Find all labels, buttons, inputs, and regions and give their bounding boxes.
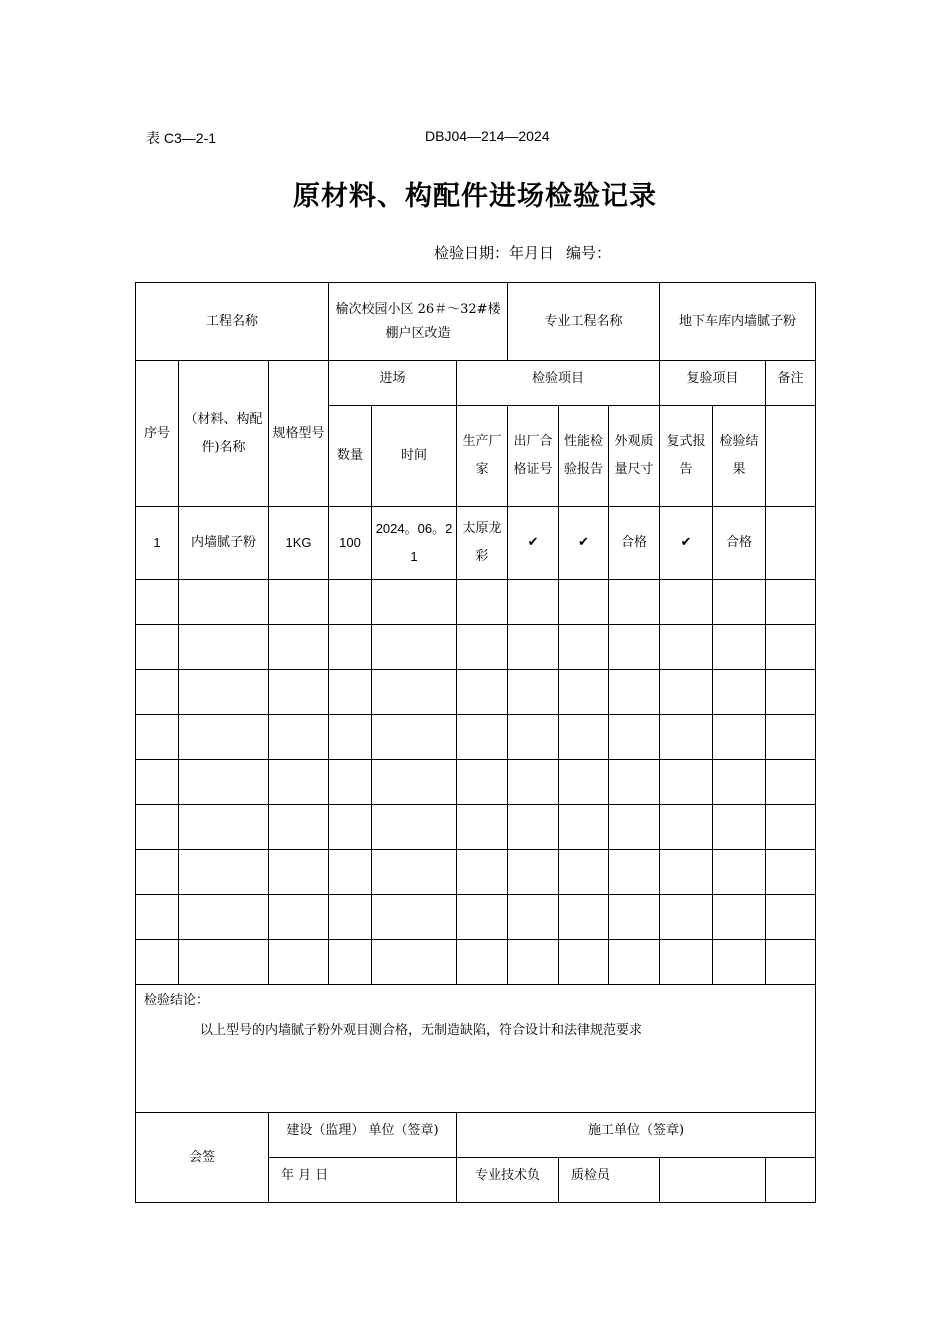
empty-row [136,940,816,985]
col-remarks: 备注 [766,361,816,406]
inspector-label: 质检员 [559,1158,660,1203]
col-appearance: 外观质量尺寸 [609,406,660,507]
cell-re-result: 合格 [713,507,766,580]
cell-certificate: ✔ [508,507,559,580]
signature-row-1 [136,1113,816,1158]
cell-appearance: 合格 [609,507,660,580]
specialty-value: 地下车库内墙腻子粉 [660,283,816,361]
inspection-record-table [135,282,816,1203]
project-row [136,283,816,361]
empty-row [136,580,816,625]
col-performance: 性能检验报告 [559,406,609,507]
table-row [136,507,816,580]
empty-row [136,895,816,940]
countersign-label: 会签 [136,1113,269,1203]
cell-re-report: ✔ [660,507,713,580]
cell-performance: ✔ [559,507,609,580]
page-title: 原材料、构配件进场检验记录 [293,181,657,212]
specialty-label: 专业工程名称 [508,283,660,361]
col-re-report: 复式报告 [660,406,713,507]
signature-blank-2 [766,1158,816,1203]
record-number-label: 编号： [566,244,612,262]
cell-seq: 1 [136,507,179,580]
col-entry: 进场 [329,361,457,406]
signature-blank-1 [660,1158,766,1203]
col-material: （材料、构配件)名称 [179,361,269,507]
cell-manufacturer: 太原龙彩 [457,507,508,580]
standard-code: DBJ04—214—2024 [425,128,550,144]
contractor-unit-label: 施工单位（签章) [457,1113,816,1158]
empty-row [136,850,816,895]
date-line [434,242,623,263]
empty-row [136,625,816,670]
col-time: 时间 [372,406,457,507]
empty-row [136,715,816,760]
date-placeholder: 年 月 日 [269,1158,457,1203]
empty-row [136,670,816,715]
project-name-label: 工程名称 [136,283,329,361]
conclusion-cell [136,985,816,1113]
cell-spec: 1KG [269,507,329,580]
conclusion-label: 检验结论： [144,993,210,1008]
col-remarks-blank [766,406,816,507]
cell-time: 2024。06。21 [372,507,457,580]
inspection-date-label: 检验日期：年月日 [434,244,555,262]
col-seq: 序号 [136,361,179,507]
col-spec: 规格型号 [269,361,329,507]
col-manufacturer: 生产厂家 [457,406,508,507]
empty-row [136,760,816,805]
header-row-1 [136,361,816,406]
construction-unit-label: 建设（监理） 单位（签章) [269,1113,457,1158]
conclusion-text: 以上型号的内墙腻子粉外观目测合格，无制造缺陷，符合设计和法律规范要求 [200,1023,643,1038]
empty-row [136,805,816,850]
conclusion-row [136,985,816,1113]
col-inspection: 检验项目 [457,361,660,406]
col-certificate: 出厂合格证号 [508,406,559,507]
cell-remarks [766,507,816,580]
col-reinspection: 复验项目 [660,361,766,406]
col-re-result: 检验结果 [713,406,766,507]
project-name-value: 榆次校园小区 26＃～32#楼棚户区改造 [329,283,508,361]
cell-material: 内墙腻子粉 [179,507,269,580]
cell-quantity: 100 [329,507,372,580]
form-code: 表 C3—2-1 [146,130,217,146]
tech-lead-label: 专业技术负 [457,1158,559,1203]
col-quantity: 数量 [329,406,372,507]
